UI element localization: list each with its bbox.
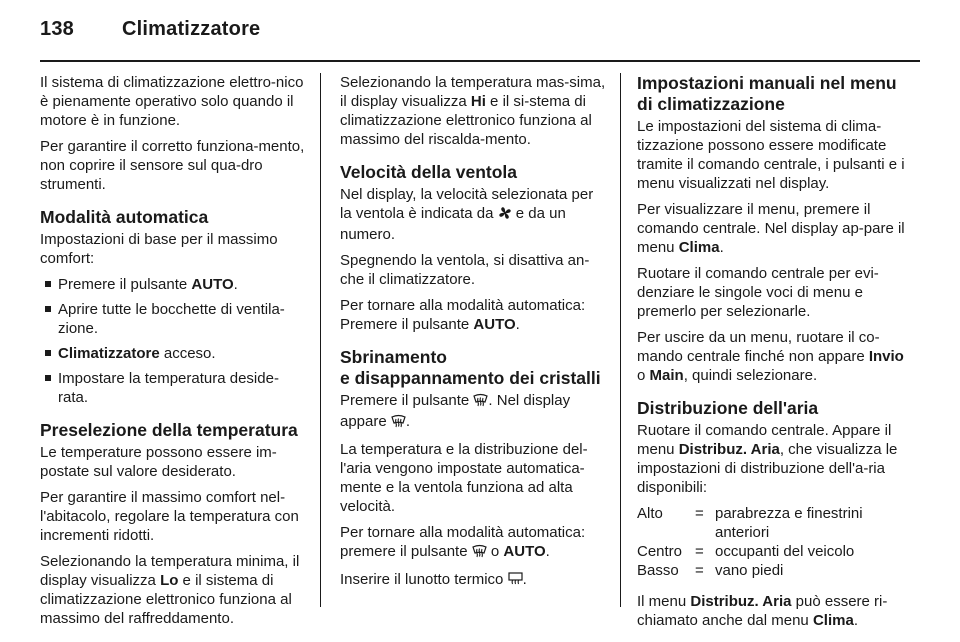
page-title: Climatizzatore (121, 18, 261, 40)
distribution-equals: = (695, 543, 704, 560)
preselection-paragraph-3: Selezionando la temperatura minima, il display visualizza Lo e il sistema di climatizzazione elettronico funziona al massimo del raffreddamento. (40, 553, 300, 627)
distribution-key: Basso (637, 562, 679, 579)
distribuz-aria-label: Distribuz. Aria (678, 441, 780, 458)
clima-label: Clima (678, 239, 720, 256)
preselection-paragraph-2: Per garantire il massimo comfort nel-l'abitacolo, regolare la temperatura con incrementi ridotti. (40, 489, 299, 544)
list-item: Premere il pulsante AUTO. (40, 275, 305, 294)
defrost-paragraph-1: Premere il pulsante . Nel display appare . (340, 391, 608, 433)
preselection-paragraph-1: Le temperature possono essere im-postate sul valore desiderato. (40, 444, 277, 480)
sensor-paragraph: Per garantire il corretto funziona-mento, non coprire il sensore sul qua-dro strumenti. (40, 138, 305, 193)
page-header (40, 18, 920, 41)
defrost-paragraph-3: Per tornare alla modalità automatica: premere il pulsante o AUTO. (340, 523, 608, 563)
air-distribution-paragraph-2: Il menu Distribuz. Aria può essere ri-chiamato anche dal menu Clima. (637, 593, 888, 629)
page-number: 138 (40, 18, 74, 40)
max-temp-paragraph: Selezionando la temperatura mas-sima, il display visualizza Hi e il si-stema di climatizzazione elettronico funziona al massimo del riscalda-mento. (340, 74, 606, 148)
fan-speed-paragraph-1: Nel display, la velocità selezionata per la ventola è indicata da e da un numero. (340, 186, 594, 243)
table-row (637, 561, 905, 580)
auto-key-label: AUTO (191, 276, 234, 293)
distribution-value: parabrezza e finestrini anteriori (715, 505, 863, 541)
list-item: Aprire tutte le bocchette di ventila-zione. (40, 300, 305, 338)
manual-paragraph-4: Per uscire da un menu, ruotare il co-mando centrale finché non appare Invio o Main, quindi selezionare. (637, 329, 904, 384)
list-item: Impostare la temperatura deside-rata. (40, 369, 305, 407)
manual-paragraph-3: Ruotare il comando centrale per evi-denziare le singole voci di menu e premerlo per selezionarle. (637, 265, 879, 320)
intro-paragraph: Il sistema di climatizzazione elettro-nico è pienamente operativo solo quando il motore è in funzione. (40, 74, 304, 129)
preselection-heading: Preselezione della temperatura (40, 420, 298, 440)
fan-icon (498, 206, 512, 225)
fan-speed-paragraph-2: Spegnendo la ventola, si disattiva an-che il climatizzatore. (340, 252, 590, 288)
auto-mode-list (40, 275, 305, 407)
hi-label: Hi (470, 93, 486, 110)
main-label: Main (649, 367, 684, 384)
header-rule (40, 60, 920, 62)
manual-settings-heading: Impostazioni manuali nel menu di climatizzazione (637, 73, 897, 114)
list-item: Climatizzatore acceso. (40, 344, 305, 363)
table-row (637, 504, 905, 542)
windshield-defrost-icon (391, 414, 406, 433)
distribution-equals: = (695, 505, 704, 522)
climatizzatore-label: Climatizzatore (58, 345, 160, 362)
distribution-value: occupanti del veicolo (715, 543, 855, 560)
column-1 (40, 73, 305, 635)
air-distribution-table (637, 504, 905, 580)
defrost-heading: Sbrinamento e disappannamento dei cristalli (340, 347, 601, 388)
air-distribution-heading: Distribuzione dell'aria (637, 398, 819, 418)
distribution-key: Centro (637, 543, 683, 560)
auto-mode-intro: Impostazioni di base per il massimo comfort: (40, 231, 278, 267)
distribution-key: Alto (637, 505, 663, 522)
fan-speed-heading: Velocità della ventola (340, 162, 518, 182)
defrost-paragraph-2: La temperatura e la distribuzione del-l'aria vengono impostate automatica-mente e la ventola funziona ad alta velocità. (340, 441, 588, 515)
auto-key-label: AUTO (503, 543, 546, 560)
rear-window-heater-icon (508, 572, 523, 591)
column-2 (340, 73, 608, 598)
column-divider-1 (320, 73, 321, 607)
windshield-defrost-icon (472, 544, 487, 563)
lo-label: Lo (160, 572, 179, 589)
distribution-value: vano piedi (715, 562, 784, 579)
invio-label: Invio (868, 348, 904, 365)
auto-mode-heading: Modalità automatica (40, 207, 209, 227)
column-divider-2 (620, 73, 621, 607)
column-3 (637, 73, 905, 637)
manual-paragraph-2: Per visualizzare il menu, premere il comando centrale. Nel display ap-pare il menu Clima. (637, 201, 905, 256)
air-distribution-paragraph-1: Ruotare il comando centrale. Appare il menu Distribuz. Aria, che visualizza le impostazioni di distribuzione dell'a-ria disponibili: (637, 422, 898, 496)
rear-window-paragraph: Inserire il lunotto termico . (340, 570, 608, 591)
manual-paragraph-1: Le impostazioni del sistema di clima-tizzazione possono essere modificate tramite il comando centrale, i pulsanti e i menu visualizzati nel display. (637, 118, 905, 192)
auto-key-label: AUTO (473, 316, 516, 333)
windshield-defrost-icon (473, 393, 488, 412)
clima-label: Clima (812, 612, 854, 629)
table-row (637, 542, 905, 561)
fan-speed-paragraph-3: Per tornare alla modalità automatica: Premere il pulsante AUTO. (340, 297, 586, 333)
distribution-equals: = (695, 562, 704, 579)
distribuz-aria-label: Distribuz. Aria (690, 593, 792, 610)
